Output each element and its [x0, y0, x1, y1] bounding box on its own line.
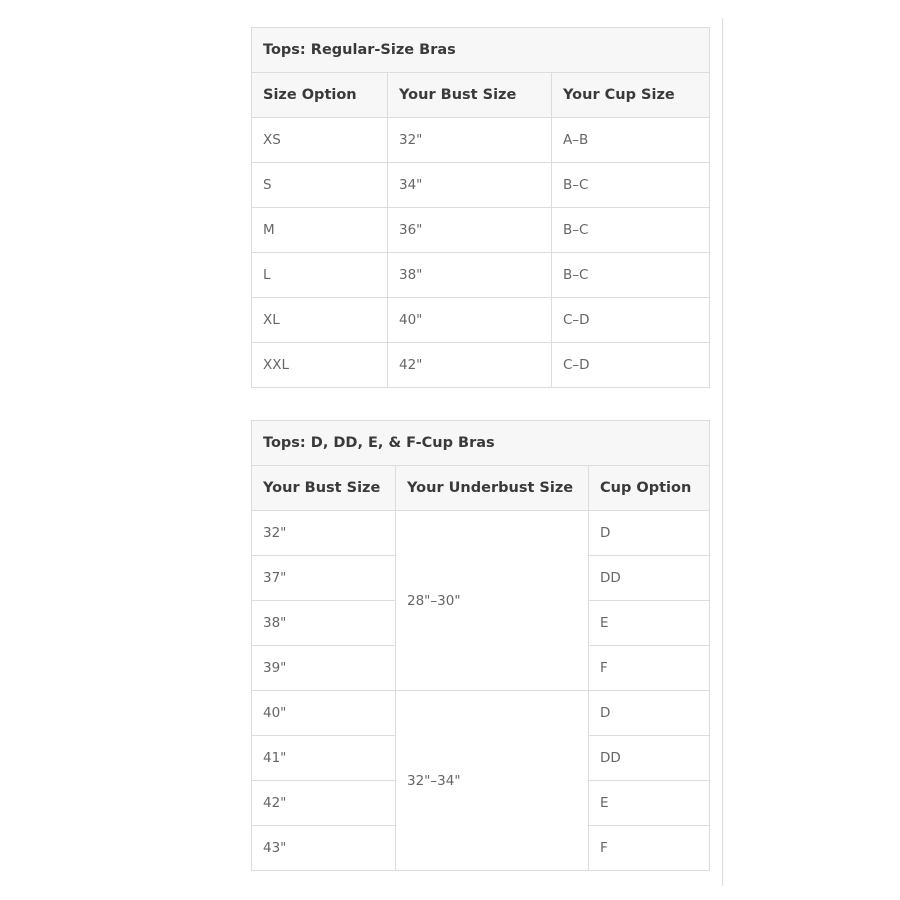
bust-size-cell: 34" — [388, 163, 552, 208]
bust-size-cell: 40" — [388, 298, 552, 343]
cup-option-cell: F — [589, 646, 710, 691]
cup-option-cell: DD — [589, 736, 710, 781]
column-header-bust-size: Your Bust Size — [388, 73, 552, 118]
table-caption: Tops: D, DD, E, & F-Cup Bras — [252, 421, 710, 466]
bust-size-cell: 39" — [252, 646, 396, 691]
table-row — [252, 691, 710, 736]
underbust-size-cell: 32"–34" — [396, 691, 589, 871]
bust-size-cell: 32" — [388, 118, 552, 163]
size-option-cell: XS — [252, 118, 388, 163]
size-option-cell: XXL — [252, 343, 388, 388]
column-header-size-option: Size Option — [252, 73, 388, 118]
size-option-cell: XL — [252, 298, 388, 343]
table-row — [252, 343, 710, 388]
table-caption-row — [252, 28, 710, 73]
cup-option-cell: D — [589, 691, 710, 736]
large-cup-bras-table — [251, 420, 710, 871]
table-row — [252, 118, 710, 163]
size-option-cell: M — [252, 208, 388, 253]
column-header-bust-size: Your Bust Size — [252, 466, 396, 511]
table-header-row — [252, 73, 710, 118]
column-header-underbust-size: Your Underbust Size — [396, 466, 589, 511]
bust-size-cell: 43" — [252, 826, 396, 871]
regular-size-bras-table — [251, 27, 710, 388]
cup-option-cell: D — [589, 511, 710, 556]
bust-size-cell: 38" — [388, 253, 552, 298]
cup-option-cell: E — [589, 781, 710, 826]
vertical-divider — [722, 18, 723, 886]
table-row — [252, 253, 710, 298]
bust-size-cell: 36" — [388, 208, 552, 253]
size-option-cell: S — [252, 163, 388, 208]
bust-size-cell: 41" — [252, 736, 396, 781]
column-header-cup-option: Cup Option — [589, 466, 710, 511]
table-row — [252, 163, 710, 208]
table-row — [252, 298, 710, 343]
underbust-size-cell: 28"–30" — [396, 511, 589, 691]
bust-size-cell: 40" — [252, 691, 396, 736]
column-header-cup-size: Your Cup Size — [552, 73, 710, 118]
table-caption-row — [252, 421, 710, 466]
cup-option-cell: DD — [589, 556, 710, 601]
bust-size-cell: 37" — [252, 556, 396, 601]
cup-size-cell: C–D — [552, 298, 710, 343]
cup-size-cell: B–C — [552, 253, 710, 298]
cup-option-cell: F — [589, 826, 710, 871]
bust-size-cell: 38" — [252, 601, 396, 646]
bust-size-cell: 42" — [388, 343, 552, 388]
cup-size-cell: A–B — [552, 118, 710, 163]
table-row — [252, 208, 710, 253]
table-header-row — [252, 466, 710, 511]
table-row — [252, 511, 710, 556]
cup-size-cell: B–C — [552, 208, 710, 253]
cup-option-cell: E — [589, 601, 710, 646]
bust-size-cell: 32" — [252, 511, 396, 556]
cup-size-cell: B–C — [552, 163, 710, 208]
cup-size-cell: C–D — [552, 343, 710, 388]
table-caption: Tops: Regular-Size Bras — [252, 28, 710, 73]
size-option-cell: L — [252, 253, 388, 298]
bust-size-cell: 42" — [252, 781, 396, 826]
